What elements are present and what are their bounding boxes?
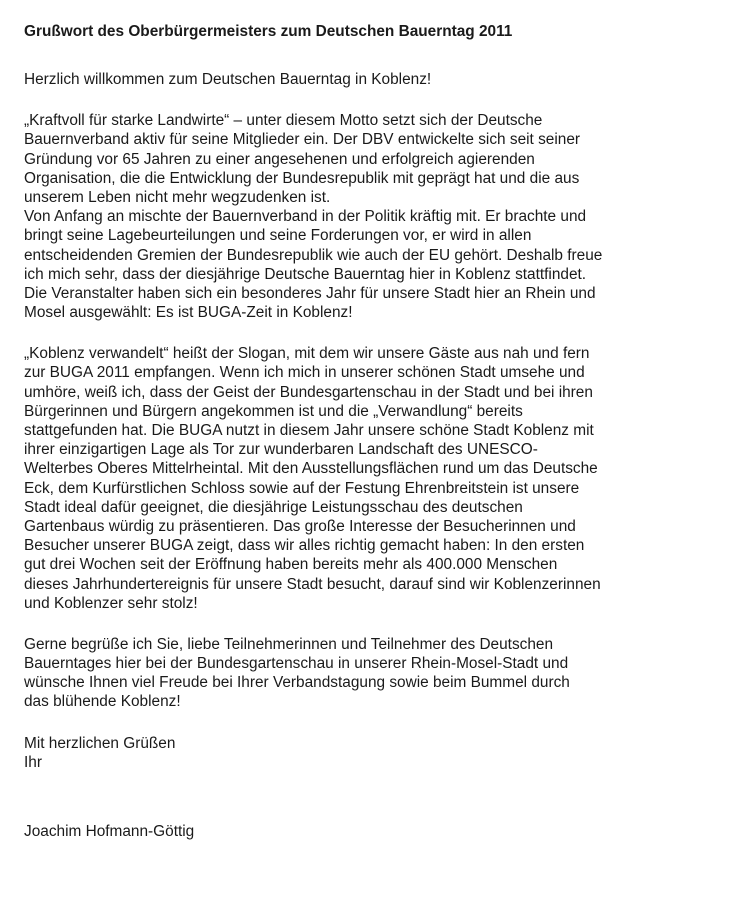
- paragraph-line: Bürgerinnen und Bürgern angekommen ist und die „Verwandlung“ bereits: [24, 402, 523, 420]
- paragraph-line: entscheidenden Gremien der Bundesrepublik wie auch der EU gehört. Deshalb freue: [24, 246, 603, 264]
- paragraph-line: ich mich sehr, dass der diesjährige Deutsche Bauerntag hier in Koblenz stattfindet.: [24, 265, 587, 283]
- greeting: Herzlich willkommen zum Deutschen Bauerntag in Koblenz!: [24, 71, 432, 88]
- paragraph-line: Gerne begrüße ich Sie, liebe Teilnehmerinnen und Teilnehmer des Deutschen: [24, 635, 554, 653]
- document-title: Grußwort des Oberbürgermeisters zum Deutschen Bauerntag 2011: [24, 23, 513, 40]
- paragraph-1: [24, 111, 724, 322]
- closing-line-ihr: Ihr: [24, 753, 42, 771]
- paragraph-line: Mosel ausgewählt: Es ist BUGA-Zeit in Koblenz!: [24, 304, 353, 322]
- paragraph-line: und Koblenzer sehr stolz!: [24, 594, 198, 612]
- paragraph-line: „Kraftvoll für starke Landwirte“ – unter diesem Motto setzt sich der Deutsche: [24, 112, 543, 130]
- paragraph-line: unserem Leben nicht mehr wegzudenken ist.: [24, 188, 331, 206]
- paragraph-line: umhöre, weiß ich, dass der Geist der Bundesgartenschau in der Stadt und bei ihren: [24, 383, 593, 401]
- paragraph-line: Welterbes Oberes Mittelrheintal. Mit den Ausstellungsflächen rund um das Deutsche: [24, 460, 598, 478]
- paragraph-line: dieses Jahrhundertereignis für unsere Stadt besucht, darauf sind wir Koblenzerinnen: [24, 575, 601, 593]
- paragraph-line: zur BUGA 2011 empfangen. Wenn ich mich in unserer schönen Stadt umsehe und: [24, 364, 585, 382]
- closing: [24, 734, 724, 772]
- paragraph-2: [24, 344, 724, 613]
- closing-line: Mit herzlichen Grüßen: [24, 734, 176, 752]
- letter-document: [24, 22, 724, 841]
- paragraph-line: Bauernverband aktiv für seine Mitglieder ein. Der DBV entwickelte sich seit seiner: [24, 131, 581, 149]
- signature-name: Joachim Hofmann-Göttig: [24, 823, 195, 840]
- paragraph-line: Gründung vor 65 Jahren zu einer angesehenen und erfolgreich agierenden: [24, 150, 535, 168]
- paragraph-line: das blühende Koblenz!: [24, 693, 181, 711]
- paragraph-line: gut drei Wochen seit der Eröffnung haben bereits mehr als 400.000 Menschen: [24, 556, 558, 574]
- paragraph-3: [24, 635, 724, 712]
- paragraph-line: Bauerntages hier bei der Bundesgartenschau in unserer Rhein-Mosel-Stadt und: [24, 655, 569, 673]
- paragraph-line: bringt seine Lagebeurteilungen und seine Forderungen vor, er wird in allen: [24, 227, 532, 245]
- paragraph-line: Organisation, die die Entwicklung der Bundesrepublik mit geprägt hat und die aus: [24, 169, 580, 187]
- paragraph-line: „Koblenz verwandelt“ heißt der Slogan, mit dem wir unsere Gäste aus nah und fern: [24, 345, 590, 363]
- paragraph-line: ihrer einzigartigen Lage als Tor zur wunderbaren Landschaft des UNESCO-: [24, 441, 538, 459]
- paragraph-line: Besucher unserer BUGA zeigt, dass wir alles richtig gemacht haben: In den ersten: [24, 537, 585, 555]
- paragraph-line: wünsche Ihnen viel Freude bei Ihrer Verbandstagung sowie beim Bummel durch: [24, 674, 570, 692]
- paragraph-line: Von Anfang an mischte der Bauernverband in der Politik kräftig mit. Er brachte und: [24, 208, 587, 226]
- paragraph-line: stattgefunden hat. Die BUGA nutzt in diesem Jahr unsere schöne Stadt Koblenz mit: [24, 422, 594, 439]
- paragraph-line: Die Veranstalter haben sich ein besonderes Jahr für unsere Stadt hier an Rhein und: [24, 284, 596, 302]
- paragraph-line: Stadt ideal dafür geeignet, die diesjährige Leistungsschau des deutschen: [24, 498, 523, 516]
- paragraph-line: Eck, dem Kurfürstlichen Schloss sowie auf der Festung Ehrenbreitstein ist unsere: [24, 479, 580, 497]
- paragraph-line: Gartenbaus würdig zu präsentieren. Das große Interesse der Besucherinnen und: [24, 517, 576, 535]
